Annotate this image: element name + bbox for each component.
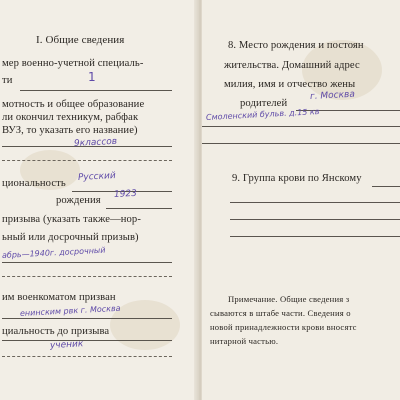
item8-label-line3: милия, имя и отчество жены (224, 79, 356, 90)
field-label-pre-service: циальность до призыва (2, 326, 110, 337)
fill-line (2, 160, 172, 161)
fill-line (2, 356, 172, 357)
fill-line (106, 208, 172, 209)
right-page (202, 0, 400, 400)
item9-label: 9. Группа крови по Янскому (232, 173, 362, 184)
field-label-education-line1: мотность и общее образование (2, 99, 145, 110)
item8-label-line1: 8. Место рождения и постоян (228, 40, 364, 51)
fill-line (2, 262, 172, 263)
item8-label-line4: родителей (240, 98, 288, 109)
field-label-callup-line2: ьный или досрочный призыв) (2, 232, 139, 243)
handwritten-education: 9классов (73, 136, 118, 149)
handwritten-address: Смоленский бульв. д.15 кв (205, 107, 320, 122)
note-line2: сываются в штабе части. Сведения о (210, 308, 351, 318)
field-label-specialty-line1: мер военно-учетной специаль- (2, 58, 144, 69)
field-label-callup-line1: призыва (указать также—нор- (2, 214, 141, 225)
handwritten-birth-year: 1923 (113, 188, 138, 200)
fill-line (372, 186, 400, 187)
fill-line (2, 318, 172, 319)
field-label-education-line3: ВУЗ, то указать его название) (2, 125, 138, 136)
field-label-birth-year: рождения (56, 195, 101, 206)
fill-line (230, 202, 400, 203)
fill-line (20, 90, 172, 91)
section-heading: I. Общие сведения (36, 34, 125, 46)
handwritten-callup-date: абрь—1940г. досрочный (1, 245, 106, 260)
field-label-education-line2: ли окончил техникум, рабфак (2, 112, 139, 123)
item8-label-line2: жительства. Домашний адрес (224, 60, 360, 71)
fill-line (202, 126, 400, 127)
field-label-enlisted-by: им военкоматом призван (2, 292, 116, 303)
field-label-nationality: циональность (2, 178, 66, 189)
fill-line (2, 276, 172, 277)
note-line4: нитарной частью. (210, 336, 279, 346)
fill-line (2, 340, 172, 341)
fill-line (230, 219, 400, 220)
note-line1: Примечание. Общие сведения з (228, 294, 350, 304)
note-line3: новой принадлежности крови вносятс (210, 322, 357, 332)
handwritten-pre-service: ученик (49, 339, 84, 351)
handwritten-parents-city: г. Москва (309, 89, 356, 102)
handwritten-specialty-number: 1 (88, 70, 96, 84)
field-label-specialty-line2: ти (2, 75, 13, 86)
left-page (0, 0, 198, 400)
handwritten-enlisted-by: енинским рвк г. Москва (19, 303, 121, 318)
fill-line (230, 236, 400, 237)
handwritten-nationality: Русский (77, 171, 117, 183)
fill-line (202, 143, 400, 144)
